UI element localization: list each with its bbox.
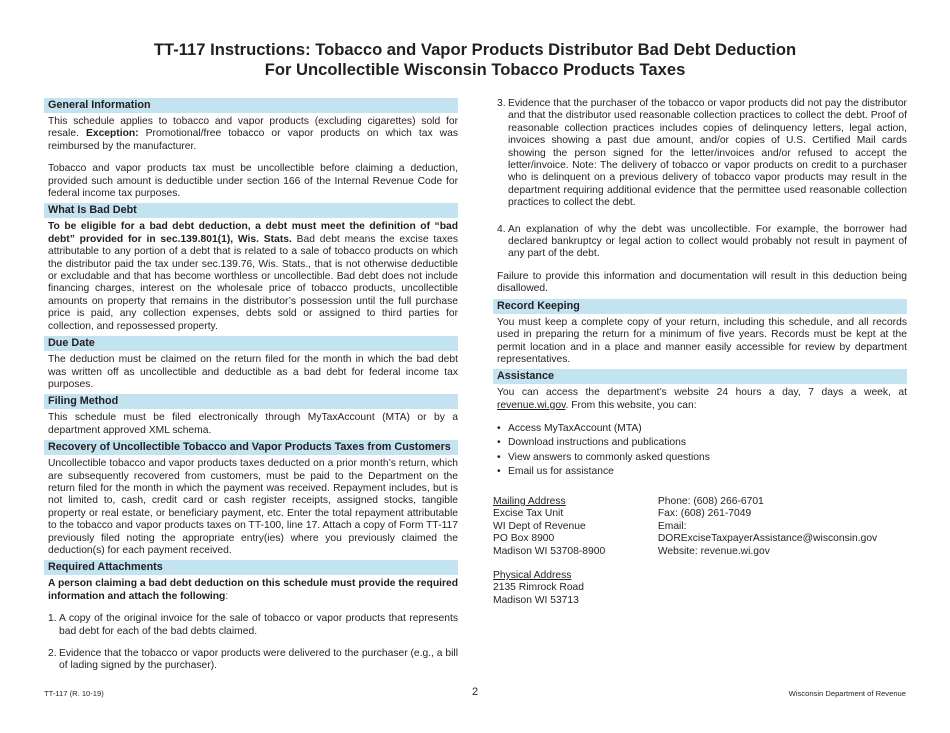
failure-notice: Failure to provide this information and documentation will result in this deduction being disallowed. [497,270,907,295]
assistance-text: You can access the department’s website 24 hours a day, 7 days a week, at revenue.wi.gov. From this website, you can: [497,387,907,411]
contact-details [658,496,907,558]
due-date-heading: Due Date [44,336,458,351]
contact-block [493,496,907,558]
website[interactable]: Website: revenue.wi.gov [657,545,770,557]
assistance-heading: Assistance [493,369,907,384]
attachment-item-2: 2. Evidence that the tobacco or vapor products were delivered to the purchaser (e.g., a bill of lading signed by the purchaser). [48,648,458,672]
filing-method-heading: Filing Method [44,394,458,409]
right-column [493,98,907,607]
record-keeping-text: You must keep a complete copy of your return, including this schedule, and all records used in preparing the return for a minimum of five years. Records must be kept at the permit location and in a place and manner easily accessible for review by department representatives. [497,316,907,365]
title-line-2: For Uncollectible Wisconsin Tobacco Products Taxes [264,59,686,79]
physical-address-label: Physical Address [493,569,572,581]
due-date-text: The deduction must be claimed on the return filed for the month in which the bad debt was written off as uncollectible and deductible as a bad debt for federal income tax purposes. [48,354,458,390]
list-item: • Access MyTaxAccount (MTA) [497,423,642,435]
form-number: TT-117 (R. 10-19) [44,689,104,698]
required-attachments-heading: Required Attachments [44,560,458,575]
page-title [0,40,950,79]
assistance-list [493,422,907,479]
email[interactable]: Email: DORExciseTaxpayerAssistance@wisconsin.gov [657,520,878,545]
left-column [44,98,458,673]
bad-debt-heading: What Is Bad Debt [44,203,458,218]
general-information-para-2: Tobacco and vapor products tax must be uncollectible before claiming a deduction, provided such amount is deductible under section 166 of the Internal Revenue Code for federal income tax purposes. [48,163,458,200]
list-item: • View answers to commonly asked questions [497,451,710,463]
record-keeping-heading: Record Keeping [493,299,907,314]
fax: Fax: (608) 261-7049 [657,508,752,520]
bad-debt-text: To be eligible for a bad debt deduction, a debt must meet the definition of “bad debt” provided for in sec.139.801(1), Wis. Stats. Bad debt means the excise taxes attributable to any portion of a debt that is related to a sale of tobacco products on which the distributor paid the tax under sec.139.76, Wis. Stats., that is not otherwise deductible or excludable and that has become worthless or uncollectible. Bad debt does not include financing charges, interest on the wholesale price of tobacco products, uncollectible amounts on property that remains in the distributor’s possession until the full purchase price is paid, any collection expenses, debts sold or assigned to third parties for collection, and repossessed property. [48,221,458,332]
exception-label: Exception: [85,128,139,140]
attachment-item-3: 3. Evidence that the purchaser of the tobacco or vapor products did not pay the distributor and that the distributor used reasonable collection practices to collect the debt. Proof of reasonable collection practices includes copies of delinquency letters, legal action, invoices showing a past due amount, and/or copies of U.S. Certified Mail cards showing the person signed for the letter/invoices and/or refused to accept the letter/invoice. Note: The delivery of tobacco or vapor products on credit to a purchaser who is delinquent on a previous delivery of tobacco vapor products may result in the department requiring additional evidence that the permittee used reasonable collection practices to collect the debt. [497,98,907,209]
recovery-heading: Recovery of Uncollectible Tobacco and Vapor Products Taxes from Customers [44,440,458,455]
list-item: • Email us for assistance [497,465,614,477]
website-link[interactable]: revenue.wi.gov [497,399,566,411]
recovery-text: Uncollectible tobacco and vapor products taxes deducted on a prior month’s return, which are subsequently recovered from customers, must be paid to the Department on the return filed for the month in which the payment was received. Repayment includes, but is not limited to, cash, credit card or cash register receipts, assigned stocks, tangible property or real estate, or beneficiary payment, etc. Enter the total repayment attributable to the tobacco and vapor products taxes on TT-100, line 17. Attach a copy of Form TT-117 previously filed noting the appropriate entry(ies) where you previously claimed the deduction(s) for each payment received. [48,458,458,556]
general-information-heading: General Information [44,98,458,113]
attachments-intro: A person claiming a bad debt deduction on this schedule must provide the required information and attach the following: [48,578,458,602]
mailing-address: Mailing Address Excise Tax Unit WI Dept of Revenue PO Box 8900 Madison WI 53708-8900 [493,496,658,558]
physical-address: Physical Address 2135 Rimrock Road Madison WI 53713 [493,570,907,607]
general-information-para-1: This schedule applies to tobacco and vapor products (excluding cigarettes) sold for resale. Exception: Promotional/free tobacco or vapor products on which tax was reimbursed by the manufacturer. [48,116,458,152]
agency-name: Wisconsin Department of Revenue [788,689,906,698]
filing-method-text: This schedule must be filed electronically through MyTaxAccount (MTA) or by a department approved XML schema. [48,412,458,436]
attachment-item-4: 4. An explanation of why the debt was uncollectible. For example, the borrower had declared bankruptcy or legal action to collect would probably not result in payment of any part of the debt. [497,223,907,260]
page-number: 2 [471,686,479,698]
mailing-address-label: Mailing Address [493,495,566,507]
list-item: • Download instructions and publications [497,437,687,449]
attachment-item-1: 1. A copy of the original invoice for the sale of tobacco or vapor products that represents bad debt for each of the bad debts claimed. [48,613,458,637]
phone: Phone: (608) 266-6701 [657,495,764,507]
title-line-1: TT-117 Instructions: Tobacco and Vapor Products Distributor Bad Debt Deduction [153,40,797,59]
